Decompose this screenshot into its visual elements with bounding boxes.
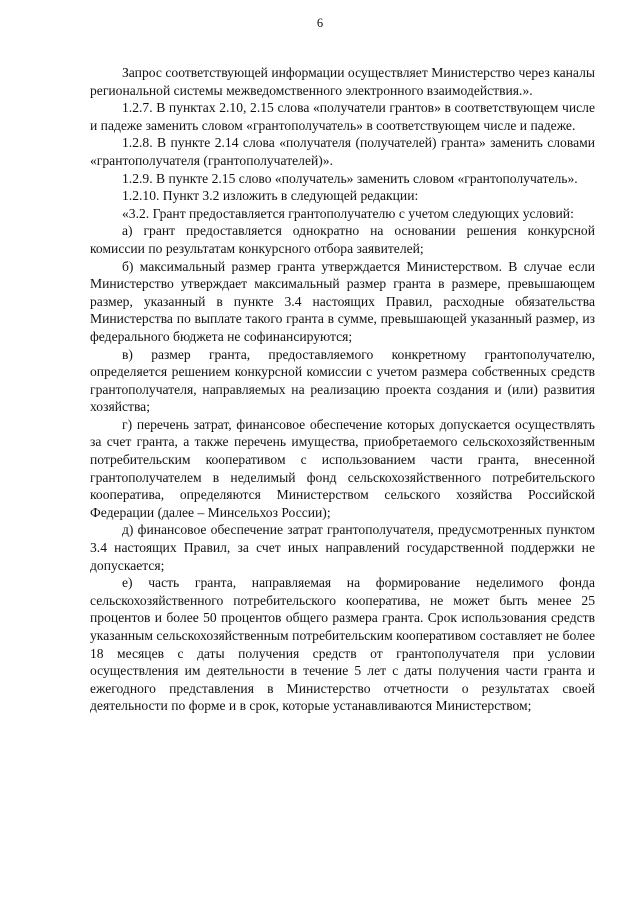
condition-v: в) размер гранта, предоставляемого конкретному грантополучателю, определяется решением конкурсной комиссии с учетом размера собственных средств грантополучателя, направляемых на реализацию проекта создания и (или) развития хозяйства;	[90, 346, 595, 415]
page-number: 6	[316, 16, 324, 30]
paragraph-1-2-7: 1.2.7. В пунктах 2.10, 2.15 слова «получатели грантов» в соответствующем числе и падеже заменить словом «грантополучатель» в соответствующем числе и падеже.	[90, 100, 595, 133]
paragraph-3-2: «3.2. Грант предоставляется грантополучателю с учетом следующих условий:	[122, 205, 574, 221]
condition-g: г) перечень затрат, финансовое обеспечение которых допускается осуществлять за счет гранта, а также перечень имущества, приобретаемого сельскохозяйственным потребительским кооперативом с использованием части гранта, внесенной грантополучателем в неделимый фонд сельскохозяйственного потребительского кооператива, определяются Министерством сельского хозяйства Российской Федерации (далее – Минсельхоз России);	[90, 416, 595, 520]
document-body	[90, 64, 595, 715]
condition-d: д) финансовое обеспечение затрат грантополучателя, предусмотренных пунктом 3.4 настоящих Правил, за счет иных направлений государственной поддержки не допускается;	[90, 522, 595, 573]
paragraph-1-2-8: 1.2.8. В пункте 2.14 слова «получателя (получателей) гранта» заменить словами «грантополучателя (грантополучателей)».	[90, 135, 595, 168]
paragraph-1-2-9: 1.2.9. В пункте 2.15 слово «получатель» заменить словом «грантополучатель».	[122, 170, 578, 186]
paragraph-request-info: Запрос соответствующей информации осуществляет Министерство через каналы региональной системы межведомственного электронного взаимодействия.».	[90, 65, 595, 98]
condition-b: б) максимальный размер гранта утверждается Министерством. В случае если Министерство утверждает максимальный размер гранта в размере, превышающем размер, указанный в пункте 3.4 настоящих Правил, расходные обязательства Министерства по выплате такого гранта в сумме, превышающей указанный размер, из федерального бюджета не софинансируются;	[90, 258, 595, 344]
condition-a: а) грант предоставляется однократно на основании решения конкурсной комиссии по результатам конкурсного отбора заявителей;	[90, 223, 595, 256]
condition-e: е) часть гранта, направляемая на формирование неделимого фонда сельскохозяйственного потребительского кооператива, не может быть менее 25 процентов и более 50 процентов общего размера гранта. Срок использования средств указанным сельскохозяйственным потребительским кооперативом составляет не более 18 месяцев с даты получения средств от грантополучателя при условии осуществления им деятельности в течение 5 лет с даты получения части гранта и ежегодного представления в Министерство отчетности о результатах своей деятельности по форме и в срок, которые устанавливаются Министерством;	[90, 575, 595, 714]
paragraph-1-2-10: 1.2.10. Пункт 3.2 изложить в следующей редакции:	[122, 188, 419, 204]
